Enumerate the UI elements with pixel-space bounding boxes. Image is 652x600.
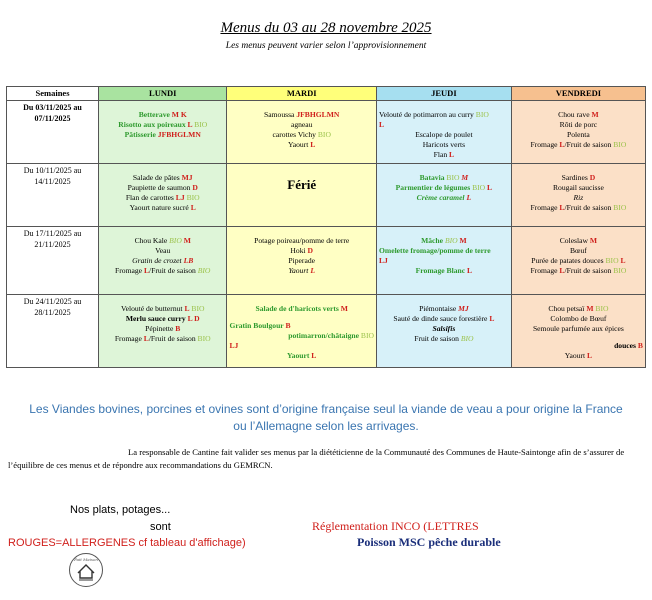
allergen-code: L [310,266,315,276]
allergen-code: MJ [458,304,469,314]
dish: Batavia [419,173,445,183]
table-row [7,227,646,295]
allergen-code: M [589,236,598,246]
week-label: Du 17/11/2025 au 21/11/2025 [7,227,99,295]
allergen-code: LB [183,256,194,266]
cell-mardi [227,295,377,368]
bio-label: BIO [613,140,627,150]
allergen-code: D [307,246,313,256]
dish: Risotto aux poireaux [118,120,186,130]
table-row [7,164,646,227]
allergen-code: M [461,173,469,183]
allergen-code: JFBHGLMN [296,110,340,120]
allergen-code: L [489,314,495,324]
bio-label: BIO [605,256,619,266]
cell-mardi [227,164,377,227]
plats-text-sont: sont [150,521,171,533]
allergen-code: L [559,203,565,213]
dish: Fromage [530,203,558,213]
dish: Fromage Blanc [415,266,466,276]
dish: Fromage [530,140,558,150]
dish: Yaourt [288,140,309,150]
cell-lundi [99,101,227,164]
dish: Hoki [290,246,306,256]
dish: Chou petsaï [548,304,585,314]
dish: potimarron/châtaigne [288,331,359,341]
page-title: Menus du 03 au 28 novembre 2025 [220,20,432,36]
allergen-code: M [183,236,191,246]
fait-maison-logo-icon [68,552,104,588]
allergen-code: D [192,183,198,193]
dish: douces [614,341,637,351]
dish: Sauté de dinde sauce forestière [393,314,488,324]
dish: Piperade [288,256,315,266]
dish: Polenta [567,130,590,140]
dish: Mâche [421,236,444,246]
allergen-code: L D [187,314,200,324]
week-label: Du 24/11/2025 au 28/11/2025 [7,295,99,368]
msc-fish-label: Poisson MSC pêche durable [357,535,501,549]
dish: Sardines [561,173,588,183]
bio-label: BIO [613,266,627,276]
cell-jeudi [376,295,511,368]
allergen-code: L [559,266,565,276]
allergen-code: LJ [378,256,388,266]
cell-vendredi [511,295,645,368]
dish: carottes Vichy [272,130,316,140]
dish: Salsifis [432,324,456,334]
cell-lundi [99,295,227,368]
table-header-row [7,87,646,101]
dish: Riz [573,193,584,203]
dish: Paupiette de saumon [127,183,191,193]
dish: /Fruit de saison [564,266,612,276]
dish: Merlu sauce curry [125,314,186,324]
bio-label: BIO [169,236,182,246]
dish: Gratin Boulgour [229,321,284,331]
allergen-code: L [143,334,149,344]
dish: /Fruit de saison [564,203,612,213]
bio-label: BIO [475,110,489,120]
allergen-code: LJ [229,341,239,351]
bio-label: BIO [194,120,208,130]
week-label: Du 10/11/2025 au 14/11/2025 [7,164,99,227]
allergen-code: JFBHGLMN [157,130,201,140]
dish: Flan [433,150,448,160]
cell-jeudi [376,227,511,295]
cell-lundi [99,164,227,227]
allergen-code: L [586,351,593,361]
allergen-code: LJ [175,193,185,203]
dish: Escalope de poulet [415,130,473,140]
allergen-code: L [378,120,385,130]
cell-jeudi [376,164,511,227]
dish: Omelette fromage/pomme de terre [378,246,491,256]
dish: Chou rave [558,110,590,120]
dish: Pépinette [145,324,174,334]
dish: Flan de carottes [125,193,174,203]
plats-text: Nos plats, potages... [70,504,171,516]
allergen-code: M [586,304,594,314]
dish: agneau [290,120,313,130]
dish: /Fruit de saison [148,334,196,344]
cell-vendredi [511,164,645,227]
allergen-code: D [589,173,596,183]
dish: Velouté de butternut [120,304,183,314]
dish: Potage poireau/pomme de terre [254,236,350,246]
dish: Yaourt [287,351,310,361]
page-subtitle: Les menus peuvent varier selon l’approvisionnement [225,41,427,51]
allergen-code: MJ [181,173,193,183]
menu-table [6,86,646,368]
table-row [7,295,646,368]
week-label: Du 03/11/2025 au 07/11/2025 [7,101,99,164]
dish: Velouté de potimarron au curry [378,110,474,120]
dish: Fruit de saison [414,334,459,344]
allergen-code: B [637,341,643,351]
allergen-code: L [620,256,626,266]
allergens-legend: ROUGES=ALLERGENES cf tableau d'affichage) [8,537,246,549]
logo-text: Fait Maison [74,557,98,562]
allergen-code: M [340,304,348,314]
bio-label: BIO [197,266,211,276]
dish: Crème caramel [416,193,465,203]
dish: Purée de patates douces [531,256,604,266]
allergen-code: L [311,351,317,361]
col-header-mardi: MARDI [227,87,377,101]
ferie-label: Férié [287,177,317,193]
dish: Chou Kale [134,236,168,246]
col-header-semaines: Semaines [7,87,99,101]
bio-label: BIO [360,331,374,341]
allergen-code: M K [171,110,187,120]
dish: Pâtisserie [124,130,156,140]
col-header-vendredi: VENDREDI [511,87,645,101]
dish: /Fruit de saison [564,140,612,150]
dish: Betterave [138,110,170,120]
allergen-code: L [143,266,150,276]
inco-regulation: Réglementation INCO (LETTRES [312,519,479,533]
bio-label: BIO [446,173,460,183]
cell-vendredi [511,227,645,295]
allergen-code: L [559,140,565,150]
bio-label: BIO [613,203,627,213]
dish: Fromage [114,334,142,344]
dish: Salade de d'haricots verts [255,304,339,314]
bio-label: BIO [186,193,200,203]
origin-notice-line1: Les Viandes bovines, porcines et ovines sont d’origine française seul la viande de veau a pour origine la France [29,402,623,416]
dish: Gratin de crozet [132,256,182,266]
allergen-code: L [466,193,472,203]
allergen-code: M [459,236,467,246]
allergen-code: L [187,120,193,130]
dish: Samoussa [264,110,295,120]
dish: Bœuf [569,246,587,256]
bio-label: BIO [444,236,458,246]
dish: Coleslaw [559,236,588,246]
bio-label: BIO [191,304,205,314]
allergen-code: L [487,183,493,193]
dish: Rôti de porc [559,120,598,130]
bio-label: BIO [317,130,331,140]
cell-lundi [99,227,227,295]
allergen-code: M [591,110,599,120]
dish: Fromage [115,266,143,276]
cell-jeudi [376,101,511,164]
dish: Yaourt [564,351,586,361]
cell-vendredi [511,101,645,164]
table-row [7,101,646,164]
allergen-code: B [175,324,181,334]
bio-label: BIO [197,334,211,344]
allergen-code: B [285,321,291,331]
dish: Parmentier de légumes [395,183,471,193]
allergen-code: L [467,266,473,276]
allergen-code: L [449,150,455,160]
dish: /Fruit de saison [149,266,196,276]
bio-label: BIO [472,183,486,193]
cell-mardi [227,101,377,164]
bio-label: BIO [595,304,609,314]
dish: Yaourt nature sucré [129,203,189,213]
origin-notice-line2: ou l’Allemagne selon les arrivages. [233,418,419,433]
dish: Yaourt [288,266,309,276]
bio-label: BIO [460,334,474,344]
responsable-paragraph: La responsable de Cantine fait valider ses menus par la diététicienne de la Communauté des Communes de Haute-Saintonge afin de s’assurer de l’équilibre de ces menus et de répondre aux recommandations du GEMRCN. [8,447,625,470]
dish: Fromage [530,266,558,276]
dish: Rougail saucisse [552,183,604,193]
col-header-lundi: LUNDI [99,87,227,101]
dish: Piémontaise [419,304,457,314]
cell-mardi [227,227,377,295]
dish: Colombo de Bœuf [550,314,607,324]
origin-notice [0,401,652,435]
dish: Haricots verts [422,140,466,150]
dish: Veau [155,246,171,256]
allergen-code: L [184,304,190,314]
dish: Salade de pâtes [132,173,180,183]
dish: Semoule parfumée aux épices [532,324,624,334]
allergen-code: L [310,140,316,150]
col-header-jeudi: JEUDI [376,87,511,101]
allergen-code: L [190,203,196,213]
